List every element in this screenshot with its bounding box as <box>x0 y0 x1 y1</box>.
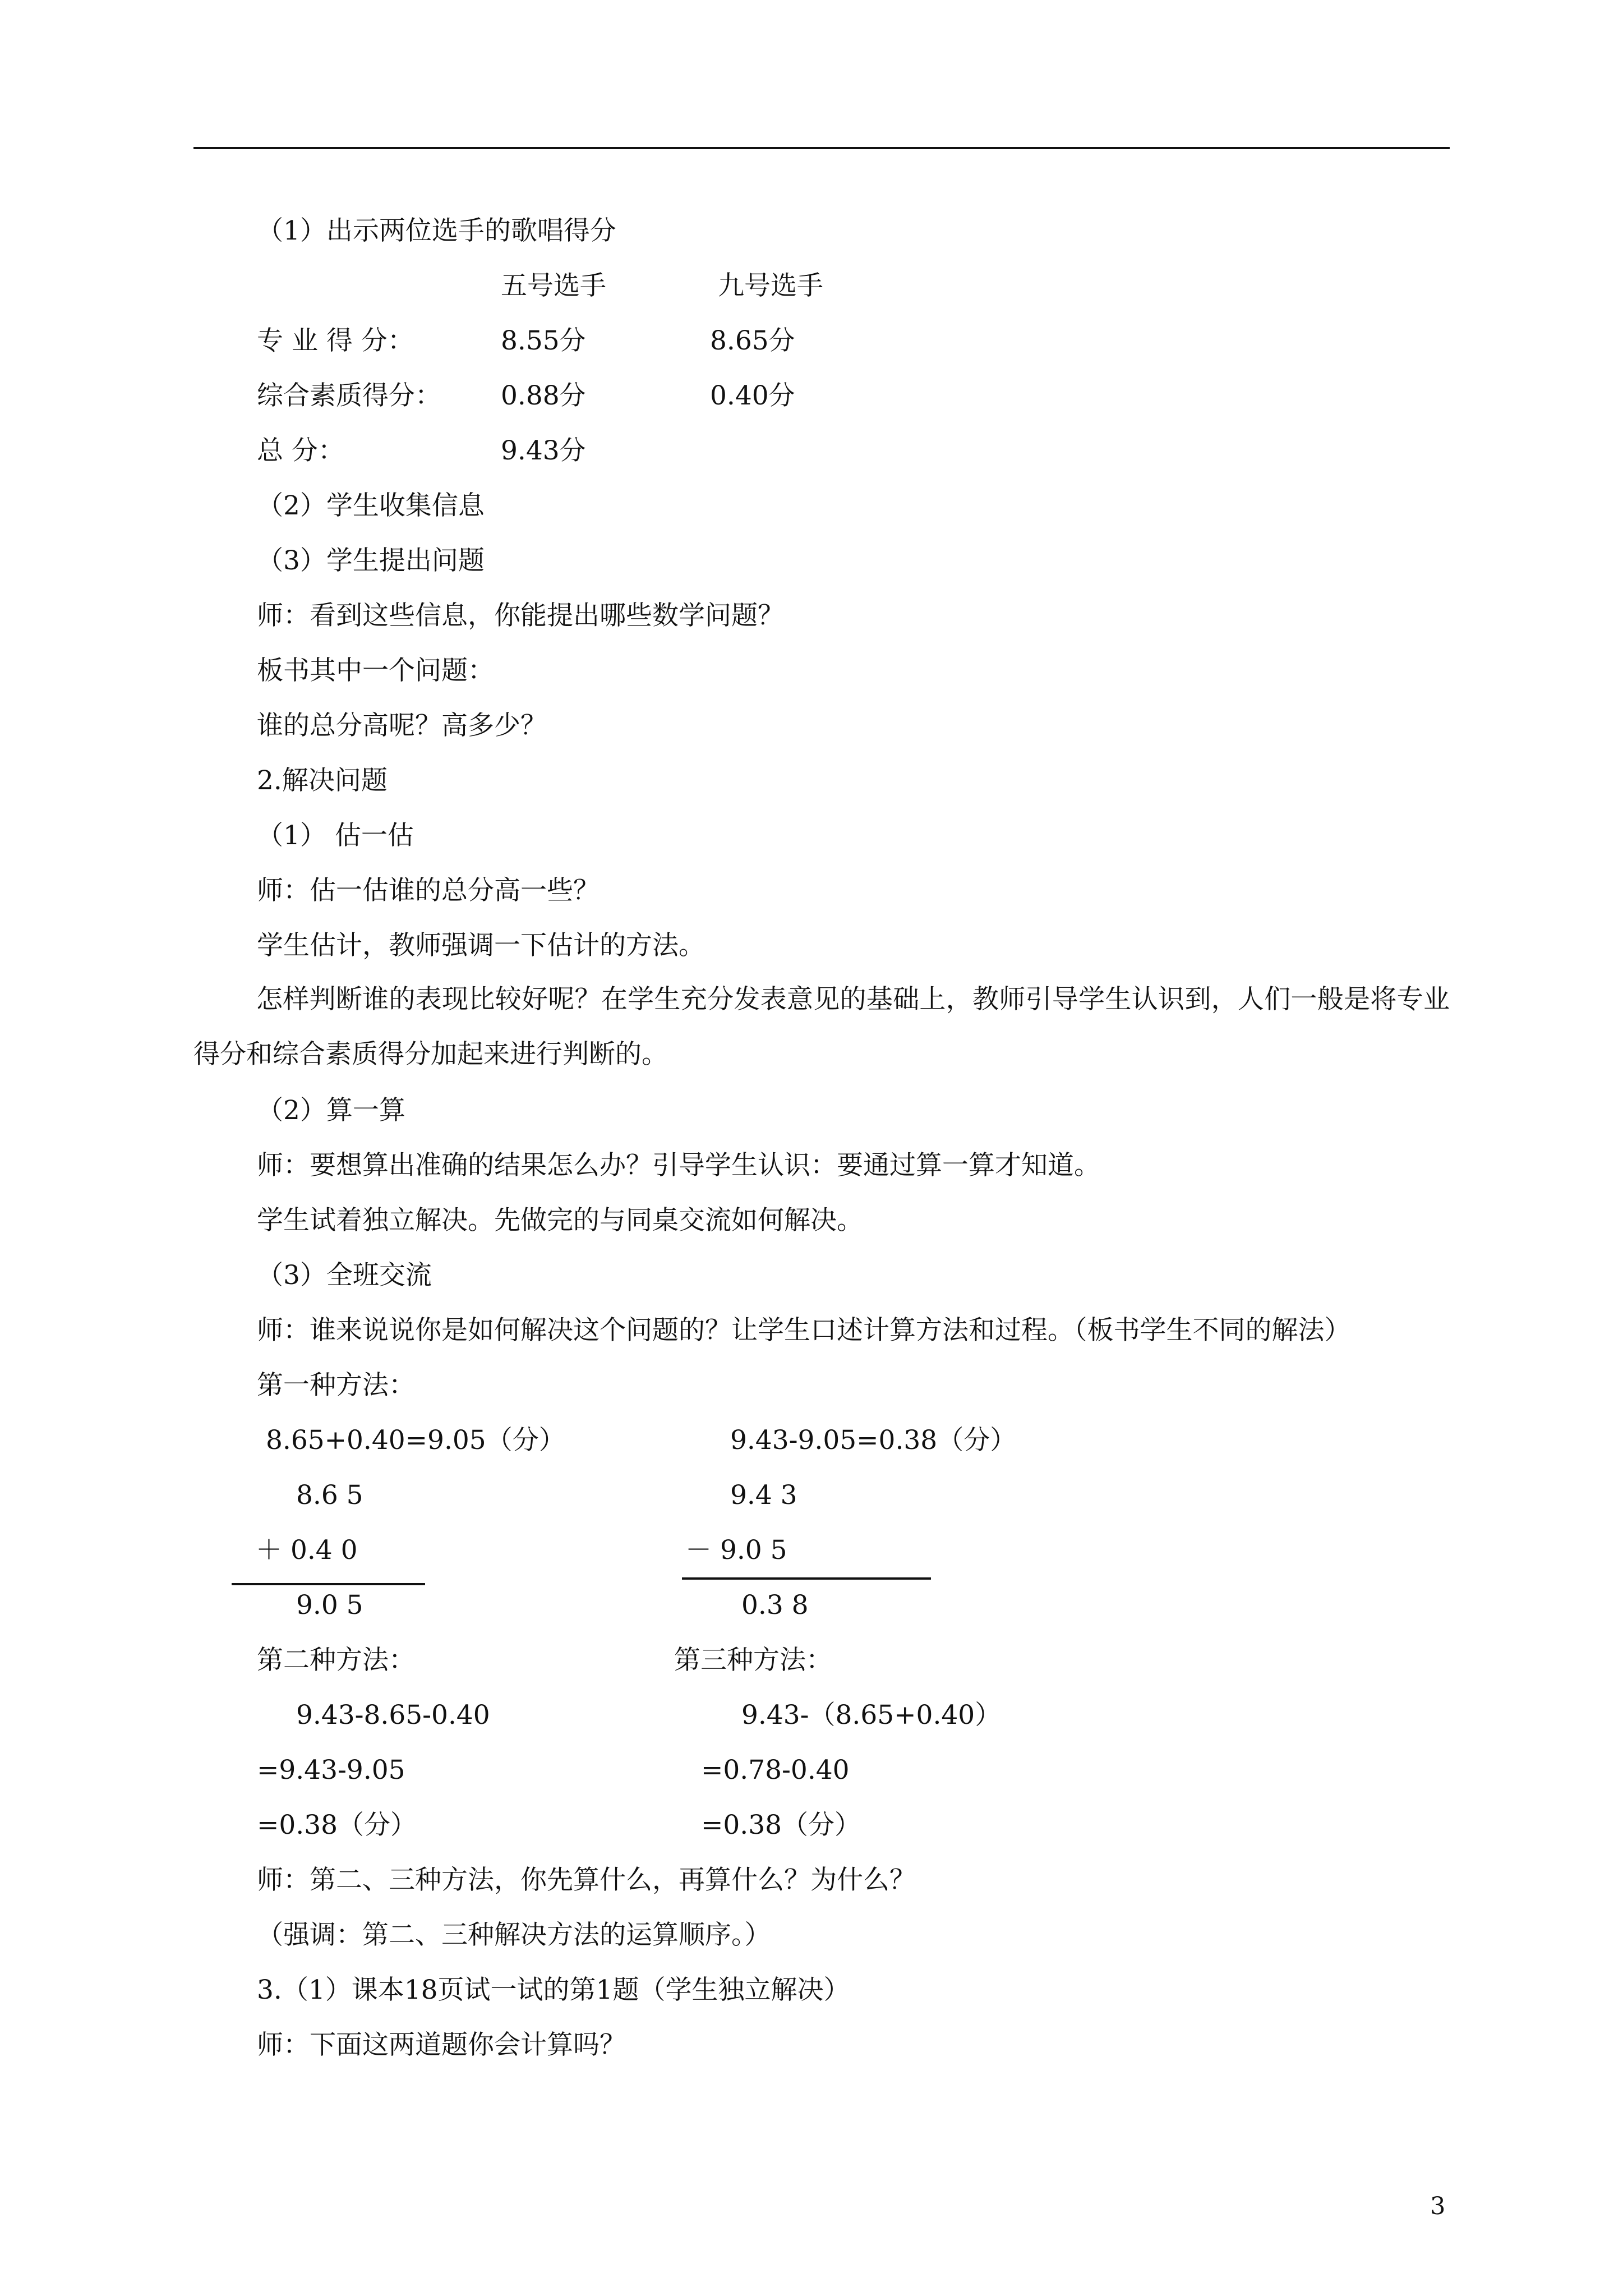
method-2-title: 第二种方法： <box>257 1645 415 1676</box>
method-1-title: 第一种方法： <box>257 1370 415 1401</box>
student-solve-note: 学生试着独立解决。先做完的与同桌交流如何解决。 <box>257 1205 863 1236</box>
vertical-subtraction-second: － 9.0 5 <box>685 1535 787 1566</box>
vertical-addition-result: 9.0 5 <box>296 1590 363 1621</box>
teacher-calculate-prompt: 师：要想算出准确的结果怎么办？引导学生认识：要通过算一算才知道。 <box>257 1150 1100 1181</box>
method-1-subtraction-equation: 9.43-9.05=0.38（分） <box>730 1425 1017 1456</box>
teacher-share-prompt: 师：谁来说说你是如何解决这个问题的？让学生口述计算方法和过程。（板书学生不同的解法） <box>257 1315 1351 1346</box>
score-quality-five: 0.88分 <box>501 380 586 411</box>
row-label-total-score: 总 分： <box>257 435 344 466</box>
step-class-share: （3）全班交流 <box>257 1260 432 1291</box>
score-total-five: 9.43分 <box>501 435 586 466</box>
method-3-title: 第三种方法： <box>674 1645 832 1676</box>
method-1-addition-equation: 8.65+0.40=9.05（分） <box>266 1425 565 1456</box>
teacher-prompt-questions: 师：看到这些信息，你能提出哪些数学问题？ <box>257 600 784 631</box>
teacher-next-prompt: 师：下面这两道题你会计算吗？ <box>257 2030 626 2060</box>
header-rule <box>193 147 1450 149</box>
score-professional-nine: 8.65分 <box>710 325 795 356</box>
vertical-subtraction-rule <box>682 1577 931 1580</box>
method-2-line-2: =9.43-9.05 <box>257 1755 405 1786</box>
section-2-heading: 2.解决问题 <box>257 765 388 796</box>
board-note: 板书其中一个问题： <box>257 655 494 686</box>
vertical-addition-second: ＋ 0.4 0 <box>256 1535 358 1566</box>
step-1-show-scores: （1）出示两位选手的歌唱得分 <box>257 215 616 246</box>
step-estimate: （1） 估一估 <box>257 820 414 851</box>
section-3-textbook-task: 3.（1）课本18页试一试的第1题（学生独立解决） <box>257 1975 850 2005</box>
method-3-line-1: 9.43-（8.65+0.40） <box>741 1700 1002 1731</box>
step-3-ask-questions: （3）学生提出问题 <box>257 545 485 576</box>
step-calculate: （2）算一算 <box>257 1095 405 1126</box>
step-2-collect-info: （2）学生收集信息 <box>257 490 485 521</box>
teacher-order-question: 师：第二、三种方法，你先算什么，再算什么？为什么？ <box>257 1865 916 1895</box>
score-professional-five: 8.55分 <box>501 325 586 356</box>
method-3-line-3: =0.38（分） <box>701 1810 861 1841</box>
vertical-subtraction-top: 9.4 3 <box>730 1480 797 1511</box>
method-2-line-1: 9.43-8.65-0.40 <box>296 1700 490 1731</box>
row-label-quality-score: 综合素质得分： <box>257 380 441 411</box>
vertical-subtraction-result: 0.3 8 <box>741 1590 809 1621</box>
key-question: 谁的总分高呢？高多少？ <box>257 710 547 741</box>
method-2-line-3: =0.38（分） <box>257 1810 417 1841</box>
vertical-addition-top: 8.6 5 <box>296 1480 363 1511</box>
teacher-estimate-prompt: 师：估一估谁的总分高一些？ <box>257 875 600 906</box>
student-estimate-note: 学生估计，教师强调一下估计的方法。 <box>257 930 705 961</box>
column-header-contestant-five: 五号选手 <box>501 270 606 301</box>
emphasis-note: （强调：第二、三种解决方法的运算顺序。） <box>257 1920 771 1950</box>
column-header-contestant-nine: 九号选手 <box>718 270 823 301</box>
score-quality-nine: 0.40分 <box>710 380 795 411</box>
page-number: 3 <box>1430 2192 1446 2220</box>
row-label-professional-score: 专 业 得 分： <box>257 325 414 356</box>
judging-paragraph: 怎样判断谁的表现比较好呢？在学生充分发表意见的基础上，教师引导学生认识到，人们一般是将专业得分和综合素质得分加起来进行判断的。 <box>193 984 1450 1070</box>
method-3-line-2: =0.78-0.40 <box>701 1755 850 1786</box>
vertical-addition-rule <box>232 1583 425 1585</box>
